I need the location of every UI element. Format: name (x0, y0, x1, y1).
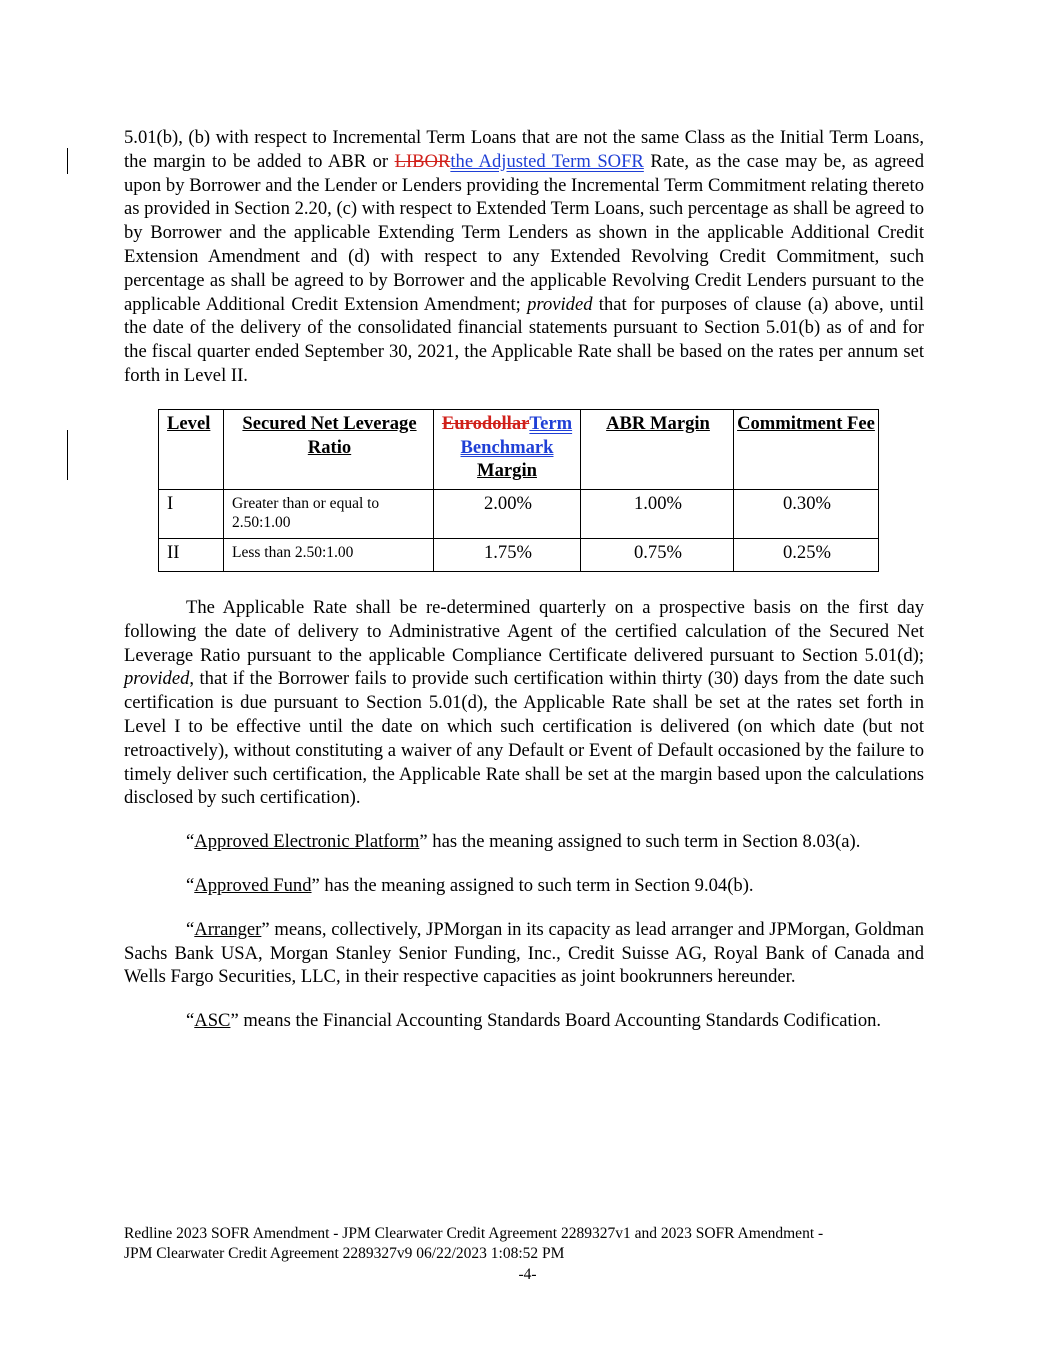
page-number: -4- (518, 1266, 537, 1283)
definition-approved-electronic-platform: “Approved Electronic Platform” has the meaning assigned to such term in Section 8.03(a). (186, 831, 861, 853)
definition-approved-fund: “Approved Fund” has the meaning assigned to such term in Section 9.04(b). (186, 874, 754, 896)
header-margin: EurodollarTerm Benchmark Margin (434, 409, 581, 489)
cell-level: II (159, 539, 224, 572)
cell-margin: 2.00% (434, 490, 581, 539)
cell-abr: 0.75% (581, 539, 734, 572)
cell-ratio: Greater than or equal to 2.50:1.00 (224, 490, 434, 539)
change-bar (67, 148, 68, 174)
defined-term: ASC (194, 1010, 231, 1032)
footer-line-1: Redline 2023 SOFR Amendment - JPM Clearwater Credit Agreement 2289327v1 and 2023 SOFR Amendment - (124, 1225, 824, 1242)
definition-asc: “ASC” means the Financial Accounting Standards Board Accounting Standards Codification. (186, 1010, 882, 1032)
cell-margin: 1.75% (434, 539, 581, 572)
header-fee: Commitment Fee (734, 409, 879, 489)
header-ratio: Secured Net Leverage Ratio (224, 409, 434, 489)
defined-term: Arranger (194, 918, 262, 940)
page-footer (124, 1224, 924, 1263)
inserted-text: the Adjusted Term SOFR (450, 150, 644, 172)
cell-fee: 0.30% (734, 490, 879, 539)
paragraph-applicable-rate-continued: 5.01(b), (b) with respect to Incremental Term Loans that are not the same Class as the Initial Term Loans, the margin to be added to ABR or LIBORthe Adjusted Term SOFR Rate, as the case may be, as agreed upon by Borrower and the Lender or Lenders providing the Incremental Term Commitment relating thereto as provided in Section 2.20, (c) with respect to Extended Term Loans, such percentage as shall be agreed to by Borrower and the applicable Extending Term Lenders as shown in the applicable Additional Credit Extension Amendment and (d) with respect to any Extended Revolving Credit Commitment, such percentage as shall be agreed to by Borrower and the applicable Revolving Credit Lenders pursuant to the applicable Additional Credit Extension Amendment; provided that for purposes of clause (a) above, until the date of the delivery of the consolidated financial statements pursuant to Section 5.01(b) as of and for the fiscal quarter ended September 30, 2021, the Applicable Rate shall be based on the rates per annum set forth in Level II. (124, 127, 924, 386)
paragraph-redetermination: The Applicable Rate shall be re-determined quarterly on a prospective basis on the first day following the date of delivery to Administrative Agent of the certified calculation of the Secured Net Leverage Ratio pursuant to the applicable Compliance Certificate delivered pursuant to Section 5.01(d); provided, that if the Borrower fails to provide such certification within thirty (30) days from the date such certification is due pursuant to Section 5.01(d), the Applicable Rate shall be set at the rates set forth in Level I to be effective until the date on which such certification is delivered (on which date (but not retroactively), without constituting a waiver of any Default or Event of Default occasioned by the failure to timely deliver such certification, the Applicable Rate shall be set at the margin based upon the calculations disclosed by such certification). (124, 596, 924, 809)
applicable-rate-table (158, 409, 879, 572)
header-abr: ABR Margin (581, 409, 734, 489)
table-row (159, 490, 879, 539)
footer-line-2: JPM Clearwater Credit Agreement 2289327v9 06/22/2023 1:08:52 PM (124, 1244, 565, 1262)
cell-abr: 1.00% (581, 490, 734, 539)
cell-level: I (159, 490, 224, 539)
table-header-row (159, 409, 879, 489)
definition-arranger: “Arranger” means, collectively, JPMorgan in its capacity as lead arranger and JPMorgan, Goldman Sachs Bank USA, Morgan Stanley Senior Funding, Inc., Credit Suisse AG, Royal Bank of Canada and Wells Fargo Securities, LLC, in their respective capacities as joint bookrunners hereunder. (124, 918, 924, 988)
defined-term: Approved Electronic Platform (194, 831, 420, 853)
document-page (124, 126, 924, 1033)
header-level: Level (159, 409, 224, 489)
deleted-text: LIBOR (394, 150, 451, 172)
table-row (159, 539, 879, 572)
cell-fee: 0.25% (734, 539, 879, 572)
change-bar (67, 430, 68, 480)
defined-term: Approved Fund (194, 874, 312, 896)
cell-ratio: Less than 2.50:1.00 (224, 539, 434, 572)
